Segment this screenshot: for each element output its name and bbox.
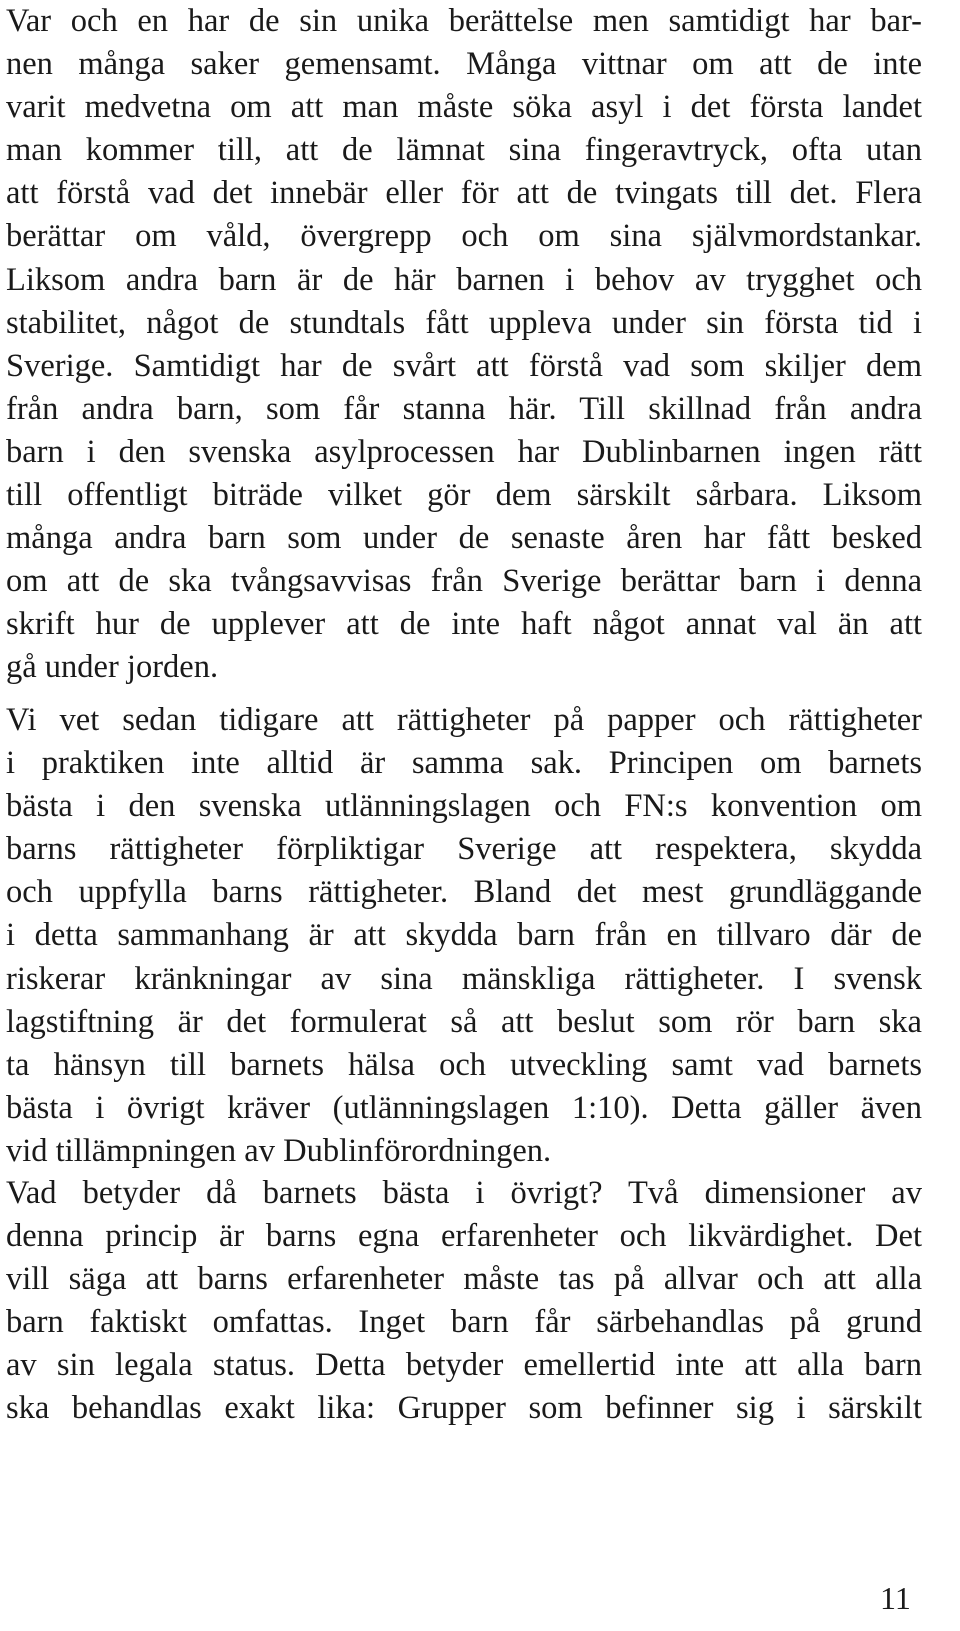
text-line: riskerar kränkningar av sina mänskliga rättigheter. I svensk	[6, 960, 922, 997]
paragraph-2	[6, 699, 922, 1173]
text-line: ska behandlas exakt lika: Grupper som befinner sig i särskilt	[6, 1390, 922, 1427]
text-line: barn faktiskt omfattas. Inget barn får särbehandlas på grund	[6, 1304, 922, 1341]
text-line: Vad betyder då barnets bästa i övrigt? Två dimensioner av	[6, 1175, 922, 1211]
text-line: från andra barn, som får stanna här. Till skillnad från andra	[6, 390, 922, 427]
page-number: 11	[880, 1580, 911, 1616]
text-line: varit medvetna om att man måste söka asyl i det första landet	[6, 89, 922, 126]
text-line: barn i den svenska asylprocessen har Dublinbarnen ingen rätt	[6, 433, 922, 470]
paragraph-3	[6, 1172, 922, 1431]
text-line: av sin legala status. Detta betyder emellertid inte att alla barn	[6, 1347, 922, 1384]
text-line: i detta sammanhang är att skydda barn från en tillvaro där de	[6, 917, 922, 954]
text-line: berättar om våld, övergrepp och om sina självmordstankar.	[6, 218, 922, 255]
text-line: Sverige. Samtidigt har de svårt att förstå vad som skiljer dem	[6, 347, 922, 384]
text-line: vill säga att barns erfarenheter måste tas på allvar och att alla	[6, 1261, 922, 1298]
text-line: Vi vet sedan tidigare att rättigheter på papper och rättigheter	[6, 702, 922, 738]
text-line: många andra barn som under de senaste åren har fått besked	[6, 520, 922, 557]
text-line: i praktiken inte alltid är samma sak. Principen om barnets	[6, 745, 922, 782]
text-line: nen många saker gemensamt. Många vittnar om att de inte	[6, 46, 922, 83]
text-line: barns rättigheter förpliktigar Sverige att respektera, skydda	[6, 831, 922, 868]
text-line: att förstå vad det innebär eller för att de tvingats till det. Flera	[6, 175, 922, 212]
text-line: till offentligt biträde vilket gör dem särskilt sårbara. Liksom	[6, 477, 922, 514]
text-line: skrift hur de upplever att de inte haft något annat val än att	[6, 606, 922, 643]
paragraph-1	[6, 0, 922, 690]
text-line: vid tillämpningen av Dublinförordningen.	[6, 1132, 552, 1169]
text-line: och uppfylla barns rättigheter. Bland det mest grundläggande	[6, 874, 922, 911]
text-line: Liksom andra barn är de här barnen i behov av trygghet och	[6, 261, 922, 298]
text-line: ta hänsyn till barnets hälsa och utveckling samt vad barnets	[6, 1046, 922, 1083]
text-line: stabilitet, något de stundtals fått uppleva under sin första tid i	[6, 304, 922, 341]
text-line: om att de ska tvångsavvisas från Sverige berättar barn i denna	[6, 563, 922, 600]
text-line: bästa i den svenska utlänningslagen och FN:s konvention om	[6, 788, 922, 825]
text-line: denna princip är barns egna erfarenheter och likvärdighet. Det	[6, 1218, 922, 1255]
text-line: man kommer till, att de lämnat sina fingeravtryck, ofta utan	[6, 132, 922, 169]
text-line: Var och en har de sin unika berättelse men samtidigt har bar-	[6, 3, 922, 39]
text-line: lagstiftning är det formulerat så att beslut som rör barn ska	[6, 1003, 922, 1040]
text-line: gå under jorden.	[6, 649, 219, 686]
text-line: bästa i övrigt kräver (utlänningslagen 1:10). Detta gäller även	[6, 1089, 922, 1126]
